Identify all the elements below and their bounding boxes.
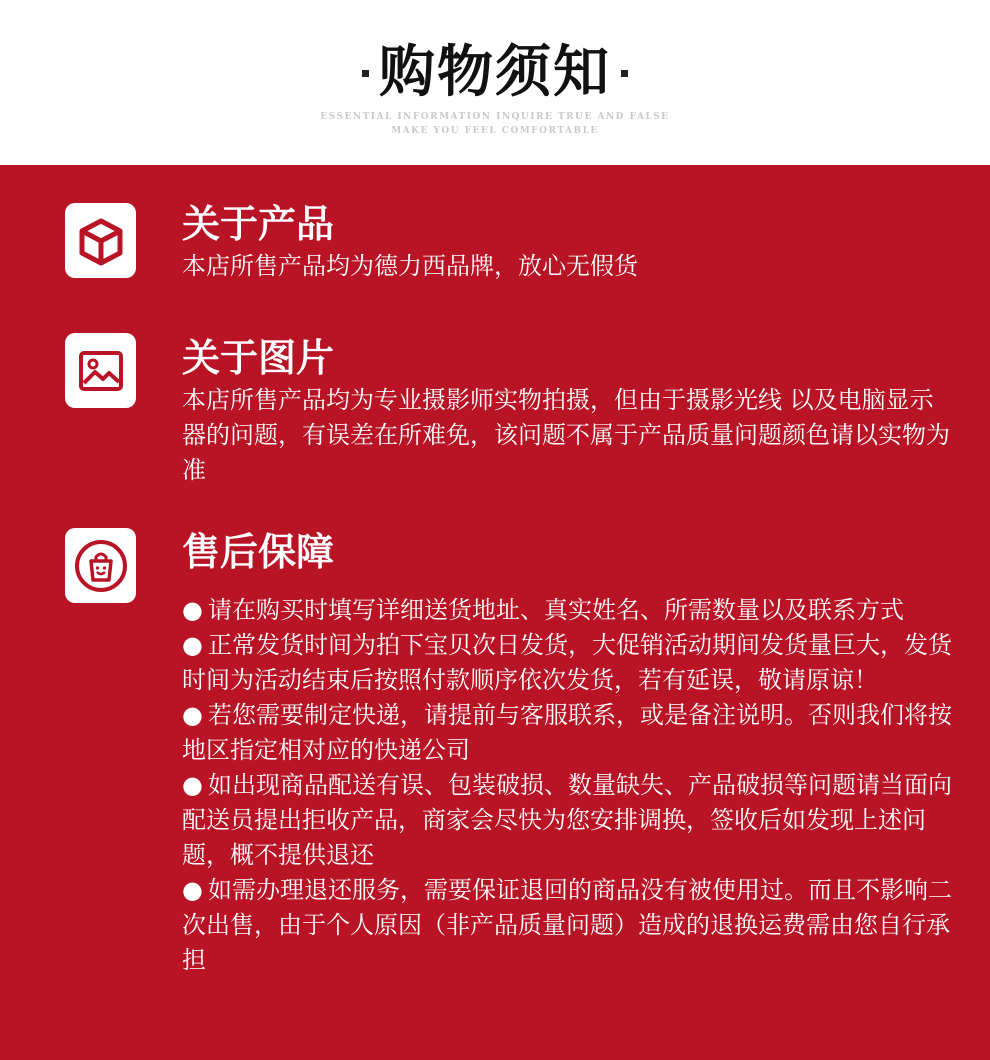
list-item-text: 请在购买时填写详细送货地址、真实姓名、所需数量以及联系方式 [208,596,904,624]
page-subtitle-line1: ESSENTIAL INFORMATION INQUIRE TRUE AND FALSE [320,112,670,122]
notice-panel [0,165,990,1060]
bullet-icon: ● [182,771,203,799]
section-product-text [182,199,952,284]
after-sales-list [182,593,952,978]
list-item-text: 如需办理退还服务，需要保证退回的商品没有被使用过。而且不影响二次出售，由于个人原因（非产品质量问题）造成的退换运费需由您自行承担 [182,876,952,974]
picture-icon [65,333,136,408]
section-after-sales-text [182,527,952,978]
section-heading: 关于图片 [182,336,335,380]
list-item-text: 若您需要制定快递，请提前与客服联系，或是备注说明。否则我们将按地区指定相对应的快递公司 [182,701,952,764]
page-subtitle-line2: MAKE YOU FEEL COMFORTABLE [391,126,599,136]
bullet-icon: ● [182,631,203,659]
list-item [182,593,952,628]
list-item [182,698,952,768]
title-left-dot [362,70,369,77]
list-item-text: 正常发货时间为拍下宝贝次日发货，大促销活动期间发货量巨大，发货时间为活动结束后按照付款顺序依次发货，若有延误，敬请原谅！ [182,631,952,694]
list-item-text: 如出现商品配送有误、包装破损、数量缺失、产品破损等问题请当面向配送员提出拒收产品，商家会尽快为您安排调换，签收后如发现上述问题，概不提供退还 [182,771,952,869]
page-header [0,0,990,165]
section-pictures-text [182,333,952,488]
shopping-bag-icon [65,528,136,603]
section-description: 本店所售产品均为专业摄影师实物拍摄，但由于摄影光线 以及电脑显示器的问题，有误差在所难免，该问题不属于产品质量问题颜色请以实物为准 [182,386,950,484]
title-row [0,38,990,108]
section-heading: 关于产品 [182,202,335,246]
page-title: 购物须知 [379,40,611,105]
bullet-icon: ● [182,596,203,624]
section-heading: 售后保障 [182,530,335,574]
title-right-dot [621,70,628,77]
list-item [182,873,952,978]
list-item [182,628,952,698]
list-item [182,768,952,873]
bullet-icon: ● [182,876,203,904]
box-icon [65,203,136,278]
bullet-icon: ● [182,701,203,729]
section-description: 本店所售产品均为德力西品牌，放心无假货 [182,252,638,280]
